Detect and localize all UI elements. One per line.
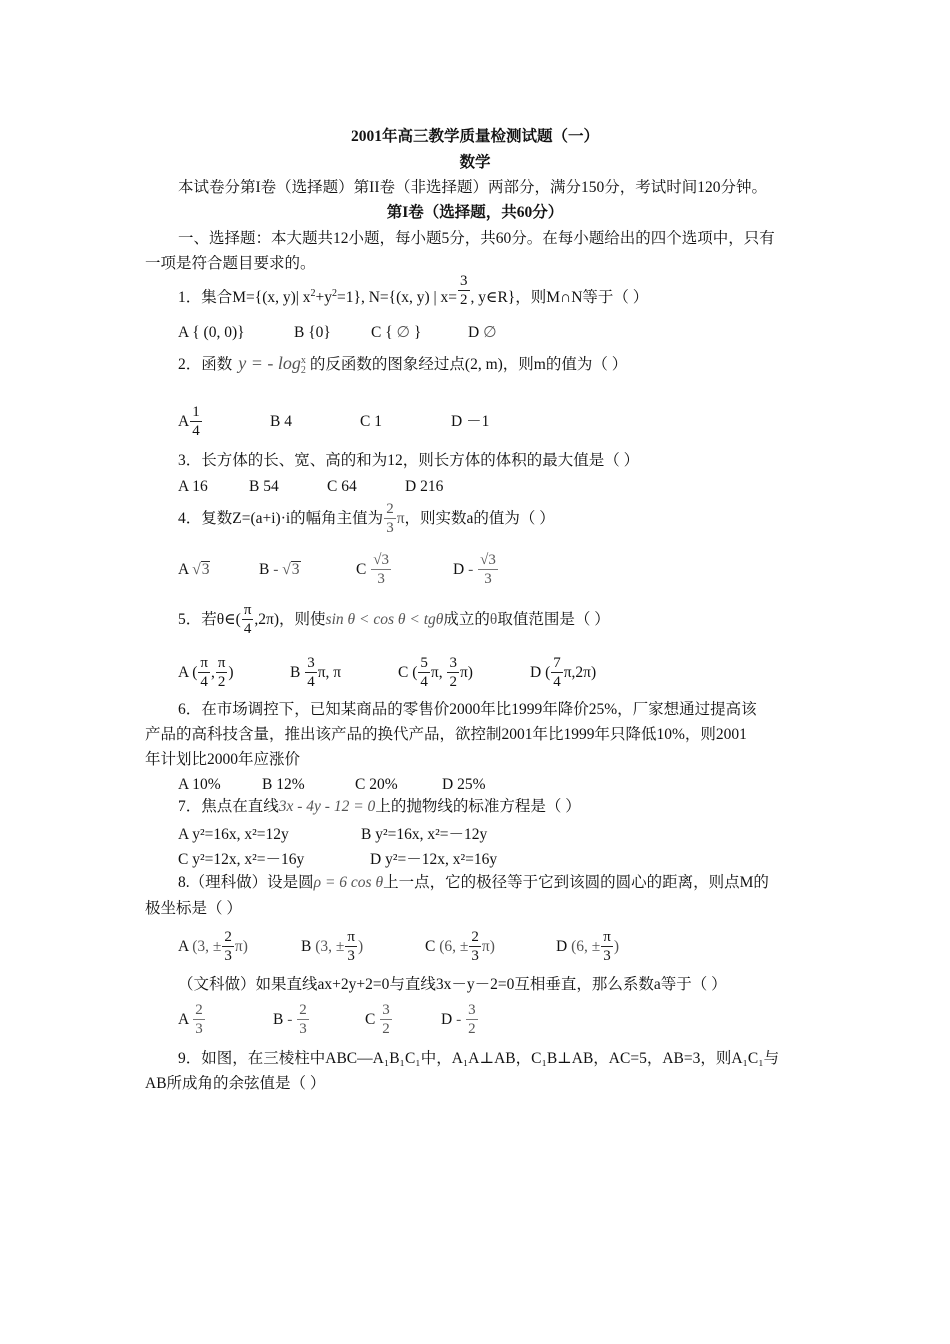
question-2-stem: 2．函数 y = - $\log_2^x$ 的反函数的图象经过点(2, m)，则m的值为（ ） [178, 353, 628, 377]
q1-option-d: D ∅ [468, 324, 497, 341]
question-8-wen-stem: （文科做）如果直线ax+2y+2=0与直线3x－y－2=0互相垂直，那么系数a等于（ ） [178, 976, 727, 993]
page-title: 2001年高三教学质量检测试题（一） [350, 128, 599, 145]
question-6-options: A 10% B 12% C 20% D 25% [178, 776, 486, 793]
question-1-stem: 1．集合M={(x, y)| $x^2+y^2=1$}, N={(x, y) | x= $\frac{3}{2}$ , y∈R}，则M∩N等于（ ） [178, 273, 649, 309]
question-6-line1: 6．在市场调控下，已知某商品的零售价2000年比1999年降价25%，厂家想通过提高该 [178, 701, 757, 718]
question-6-line3: 年计划比2000年应涨价 [145, 751, 301, 768]
subject-title: 数学 [459, 154, 491, 171]
question-8-line1: 8.（理科做）设是圆ρ = 6 cos θ上一点，它的极径等于它到该圆的圆心的距离，则点M的 [178, 874, 769, 891]
part1-header: 第I卷（选择题，共60分） [386, 204, 564, 221]
question-7-options-row1: A y²=16x, x²=12y B y²=16x, x²=－12y [178, 826, 488, 843]
q1-option-b: B {0} [294, 324, 331, 341]
instructions-line2: 一项是符合题目要求的。 [145, 255, 316, 272]
question-3-options: A 16 B 54 C 64 D 216 [178, 478, 444, 495]
question-2-options: A $\frac{1}{4}$ B 4 C 1 D －1 [178, 404, 490, 440]
question-7-stem: 7．焦点在直线3x - 4y - 12 = 0上的抛物线的标准方程是（ ） [178, 798, 581, 815]
question-3-stem: 3．长方体的长、宽、高的和为12，则长方体的体积的最大值是（ ） [178, 452, 640, 469]
question-5-options: A ( $\frac{\pi}{4}$ , $\frac{\pi}{2}$ ) B $\frac{3}{4}$ π, π C ( $\frac{5}{4}$ π, $\frac{3}{2}$ π) D ( $\frac{7}{4}$ π,2π) [178, 655, 597, 691]
question-7-options-row2: C y²=12x, x²=－16y D y²=－12x, x²=16y [178, 851, 498, 868]
q1-option-a: A { (0, 0)} [178, 324, 245, 341]
q1-option-c: C { ∅ } [371, 324, 422, 341]
question-8-options: A (3, ± $\frac{2}{3}$ π) B (3, ± $\frac{\pi}{3}$ ) C (6, ± $\frac{2}{3}$ π) D (6, ± $\frac{\pi}{3}$ ) [178, 929, 619, 965]
question-8-line2: 极坐标是（ ） [145, 900, 242, 917]
question-9-line2: AB所成角的余弦值是（ ） [145, 1075, 326, 1092]
question-5-stem: 5．若θ∈( $\frac{\pi}{4}$ ,2π)，则使sin θ < cos θ < tgθ成立的θ取值范围是（ ） [178, 602, 610, 638]
question-9-line1: 9．如图，在三棱柱中ABC—A₁B₁C₁中，A₁A⊥AB，C₁B⊥AB，AC=5，AB=3，则A₁C₁与 [178, 1050, 780, 1067]
instructions-line1: 一、选择题：本大题共12小题，每小题5分，共60分。在每小题给出的四个选项中，只有 [178, 230, 775, 247]
intro-text: 本试卷分第I卷（选择题）第II卷（非选择题）两部分，满分150分，考试时间120分钟。 [178, 179, 767, 196]
question-8-wen-options: A $\frac{2}{3}$ B - $\frac{2}{3}$ C $\frac{3}{2}$ D - $\frac{3}{2}$ [178, 1002, 476, 1038]
question-4-stem: 4．复数Z=(a+i)·i的幅角主值为 $\frac{2}{3}$ π，则实数a的值为（ ） [178, 501, 555, 537]
question-6-line2: 产品的高科技含量，推出该产品的换代产品，欲控制2001年比1999年只降低10%，则2001 [145, 726, 747, 743]
question-4-options: A √3 B - √3 C $\frac{√3}{3}$ D - $\frac{√3}{3}$ [178, 552, 496, 588]
question-1-options [178, 323, 497, 343]
